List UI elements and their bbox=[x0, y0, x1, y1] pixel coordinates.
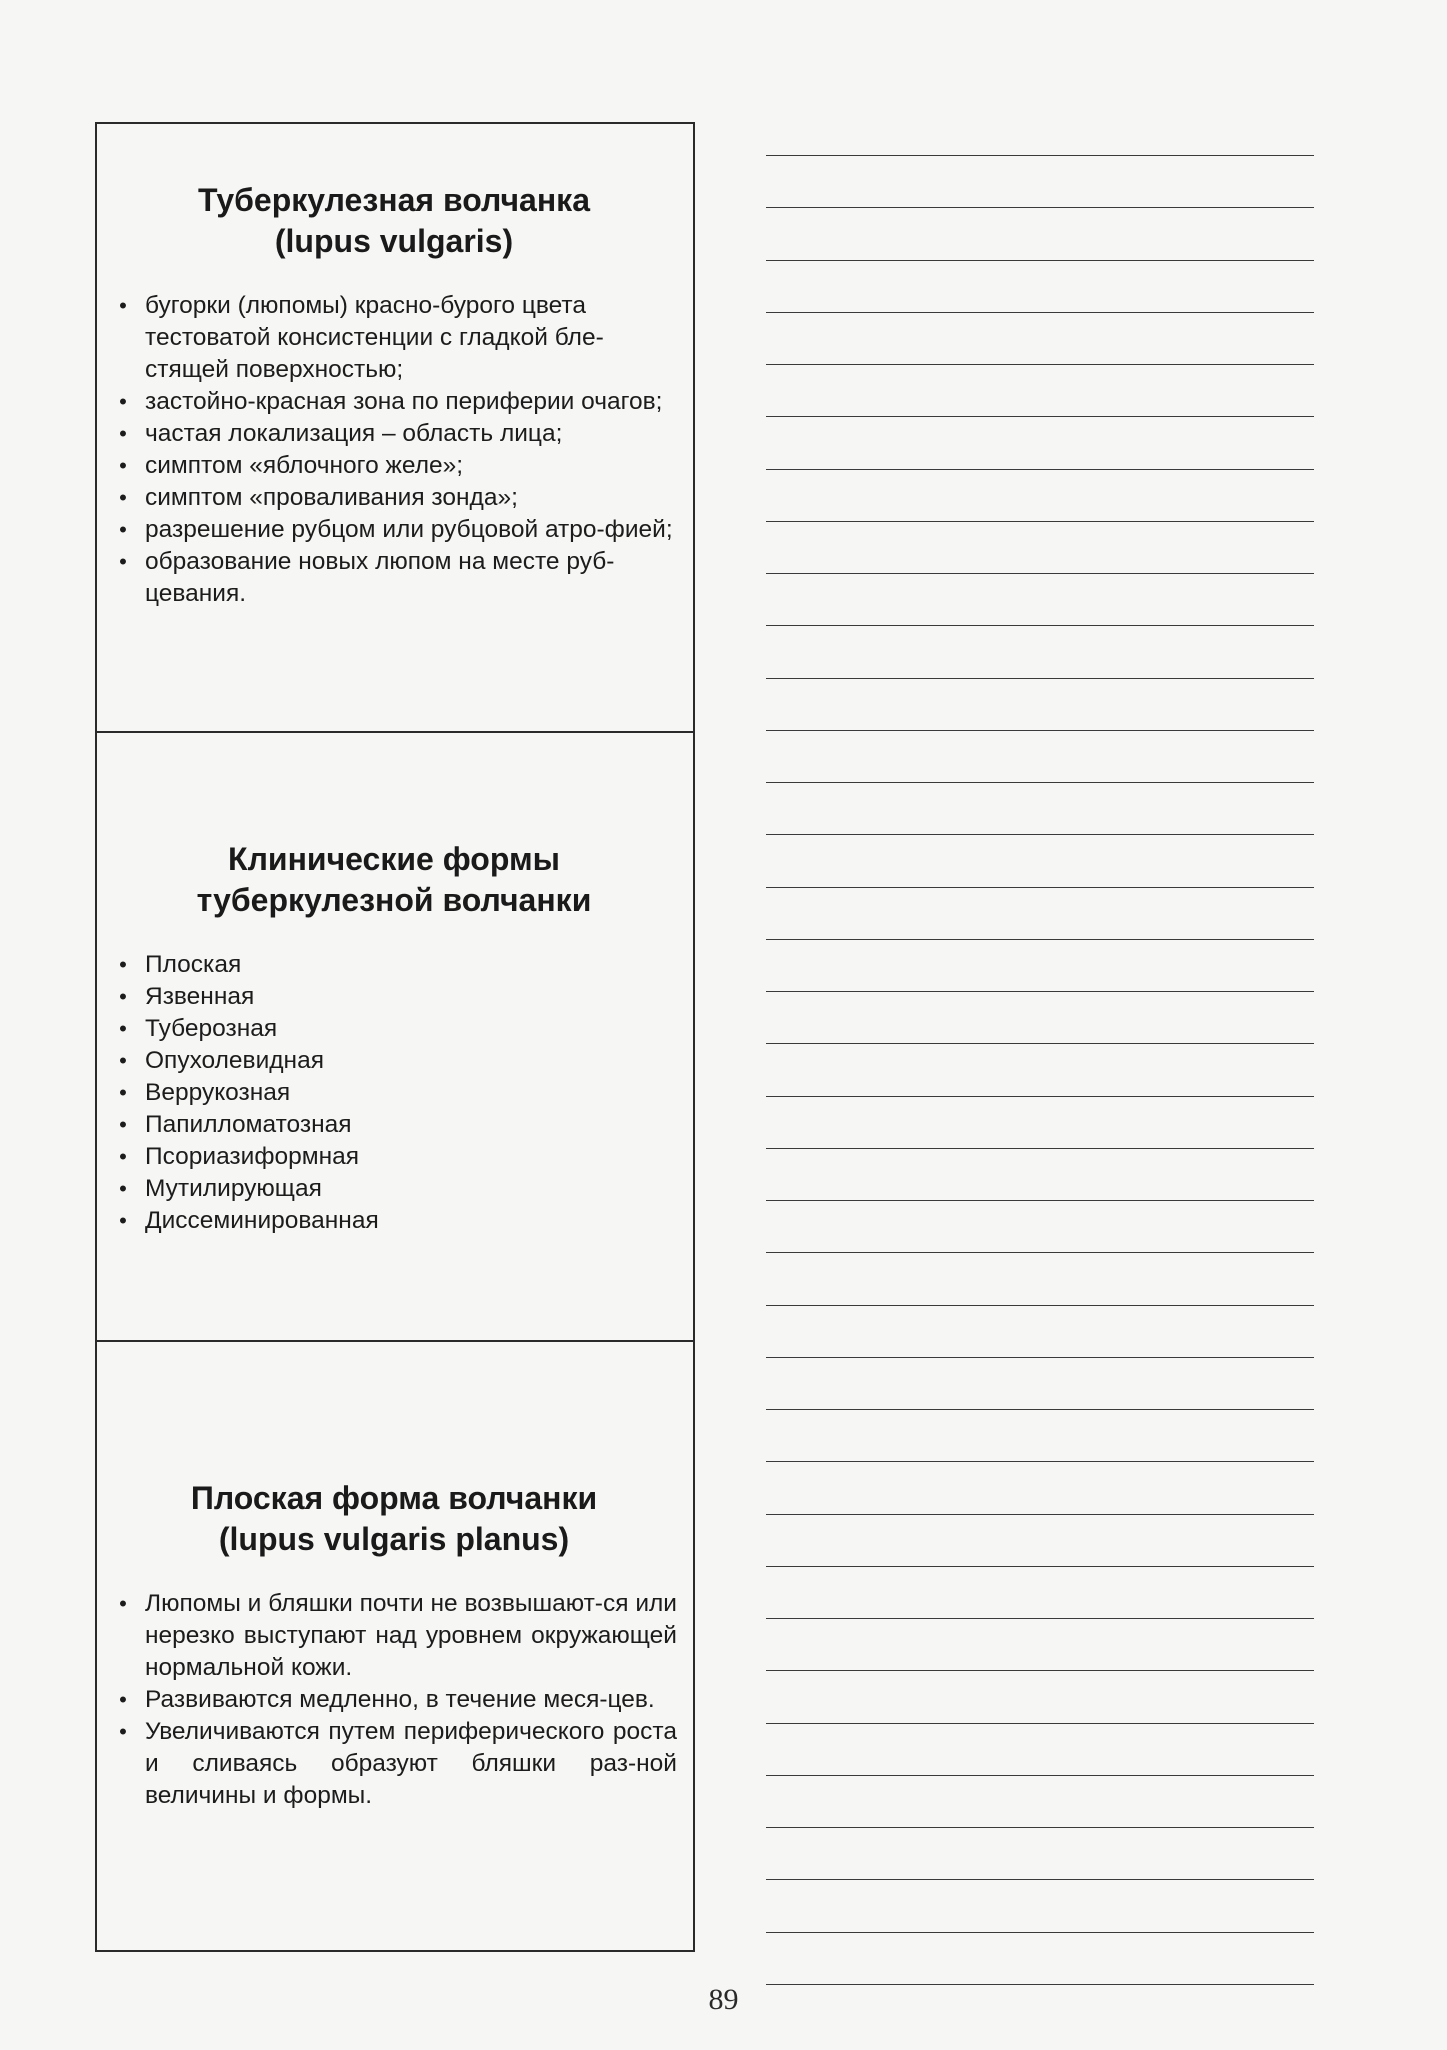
list-item bbox=[111, 1684, 677, 1716]
note-line bbox=[766, 939, 1314, 940]
list-item bbox=[111, 1077, 677, 1109]
note-line bbox=[766, 782, 1314, 783]
slide-title bbox=[111, 839, 677, 921]
list-item bbox=[111, 1588, 677, 1684]
list-item bbox=[111, 1205, 677, 1237]
list-item bbox=[111, 418, 677, 450]
bullet-icon: • bbox=[119, 952, 127, 977]
note-line bbox=[766, 1670, 1314, 1671]
bullet-icon: • bbox=[119, 1016, 127, 1041]
bullet-icon: • bbox=[119, 1208, 127, 1233]
list-item-text: Люпомы и бляшки почти не возвышают-ся или нерезко выступают над уровнем окружающей нормальной кожи. bbox=[145, 1590, 677, 1681]
list-item-text: бугорки (люпомы) красно-бурого цвета тестоватой консистенции с гладкой бле-стящей поверхностью; bbox=[145, 292, 604, 383]
list-item bbox=[111, 482, 677, 514]
note-line bbox=[766, 312, 1314, 313]
note-line bbox=[766, 260, 1314, 261]
note-line bbox=[766, 1723, 1314, 1724]
slide-clinical-forms bbox=[97, 733, 693, 1342]
note-line bbox=[766, 155, 1314, 156]
note-line bbox=[766, 1409, 1314, 1410]
bullet-icon: • bbox=[119, 517, 127, 542]
bullet-icon: • bbox=[119, 293, 127, 318]
slide-title bbox=[111, 180, 677, 262]
slide-title-line-1: Плоская форма волчанки bbox=[190, 1480, 598, 1516]
list-item-text: симптом «яблочного желе»; bbox=[145, 452, 464, 479]
note-line bbox=[766, 887, 1314, 888]
slide-title-line-2: туберкулезной волчанки bbox=[196, 882, 592, 918]
note-line bbox=[766, 678, 1314, 679]
note-line bbox=[766, 1305, 1314, 1306]
note-line bbox=[766, 730, 1314, 731]
page-number: 89 bbox=[708, 1983, 739, 2016]
bullet-icon: • bbox=[119, 453, 127, 478]
note-line bbox=[766, 1827, 1314, 1828]
list-item bbox=[111, 1141, 677, 1173]
list-item bbox=[111, 290, 677, 386]
note-line bbox=[766, 1566, 1314, 1567]
bullet-icon: • bbox=[119, 549, 127, 574]
note-line bbox=[766, 1357, 1314, 1358]
note-line bbox=[766, 1618, 1314, 1619]
list-item-text: Развиваются медленно, в течение меся-цев. bbox=[145, 1686, 655, 1713]
note-line bbox=[766, 1775, 1314, 1776]
bullet-icon: • bbox=[119, 1080, 127, 1105]
slide-flat-form bbox=[97, 1342, 693, 1950]
note-line bbox=[766, 991, 1314, 992]
bullet-list bbox=[111, 290, 677, 610]
list-item bbox=[111, 450, 677, 482]
slide-tuberculous-lupus bbox=[97, 124, 693, 733]
list-item bbox=[111, 1109, 677, 1141]
note-line bbox=[766, 207, 1314, 208]
list-item-text: разрешение рубцом или рубцовой атро-фией; bbox=[145, 516, 673, 543]
slide-title-line-2: (lupus vulgaris) bbox=[274, 223, 514, 259]
list-item-text: Плоская bbox=[145, 951, 242, 978]
bullet-icon: • bbox=[119, 1719, 127, 1744]
list-item-text: Язвенная bbox=[145, 983, 255, 1010]
note-line bbox=[766, 521, 1314, 522]
bullet-icon: • bbox=[119, 421, 127, 446]
note-line bbox=[766, 625, 1314, 626]
note-line bbox=[766, 1514, 1314, 1515]
note-line bbox=[766, 1200, 1314, 1201]
list-item bbox=[111, 1173, 677, 1205]
list-item-text: Мутилирующая bbox=[145, 1175, 322, 1202]
note-line bbox=[766, 1148, 1314, 1149]
note-line bbox=[766, 1043, 1314, 1044]
note-line bbox=[766, 416, 1314, 417]
bullet-icon: • bbox=[119, 1687, 127, 1712]
list-item bbox=[111, 949, 677, 981]
list-item-text: застойно-красная зона по периферии очагов; bbox=[145, 388, 663, 415]
bullet-icon: • bbox=[119, 1112, 127, 1137]
list-item-text: Псориазиформная bbox=[145, 1143, 360, 1170]
slides-column bbox=[95, 122, 695, 1952]
list-item-text: образование новых люпом на месте руб-цевания. bbox=[145, 548, 615, 607]
slide-title-line-1: Клинические формы bbox=[228, 841, 560, 877]
bullet-list bbox=[111, 1588, 677, 1812]
note-line bbox=[766, 1096, 1314, 1097]
list-item bbox=[111, 386, 677, 418]
list-item bbox=[111, 514, 677, 546]
list-item-text: Туберозная bbox=[145, 1015, 278, 1042]
note-line bbox=[766, 469, 1314, 470]
note-line bbox=[766, 364, 1314, 365]
list-item bbox=[111, 1045, 677, 1077]
notes-lines bbox=[766, 0, 1314, 2000]
note-line bbox=[766, 1879, 1314, 1880]
bullet-icon: • bbox=[119, 1591, 127, 1616]
bullet-icon: • bbox=[119, 485, 127, 510]
list-item-text: Папилломатозная bbox=[145, 1111, 352, 1138]
slide-title-line-2: (lupus vulgaris planus) bbox=[218, 1521, 570, 1557]
bullet-icon: • bbox=[119, 984, 127, 1009]
bullet-icon: • bbox=[119, 1176, 127, 1201]
note-line bbox=[766, 1932, 1314, 1933]
list-item-text: Диссеминированная bbox=[145, 1207, 379, 1234]
bullet-icon: • bbox=[119, 1144, 127, 1169]
bullet-icon: • bbox=[119, 1048, 127, 1073]
list-item-text: Веррукозная bbox=[145, 1079, 291, 1106]
note-line bbox=[766, 1252, 1314, 1253]
list-item bbox=[111, 546, 677, 610]
list-item bbox=[111, 1013, 677, 1045]
note-line bbox=[766, 1461, 1314, 1462]
slide-title-line-1: Туберкулезная волчанка bbox=[198, 182, 590, 218]
note-line bbox=[766, 834, 1314, 835]
list-item-text: Увеличиваются путем периферического роста и сливаясь образуют бляшки раз-ной величины и формы. bbox=[145, 1718, 677, 1809]
list-item bbox=[111, 1716, 677, 1812]
note-line bbox=[766, 573, 1314, 574]
list-item-text: Опухолевидная bbox=[145, 1047, 324, 1074]
bullet-icon: • bbox=[119, 389, 127, 414]
list-item bbox=[111, 981, 677, 1013]
list-item-text: симптом «проваливания зонда»; bbox=[145, 484, 518, 511]
slide-title bbox=[111, 1478, 677, 1560]
bullet-list bbox=[111, 949, 677, 1237]
list-item-text: частая локализация – область лица; bbox=[145, 420, 563, 447]
